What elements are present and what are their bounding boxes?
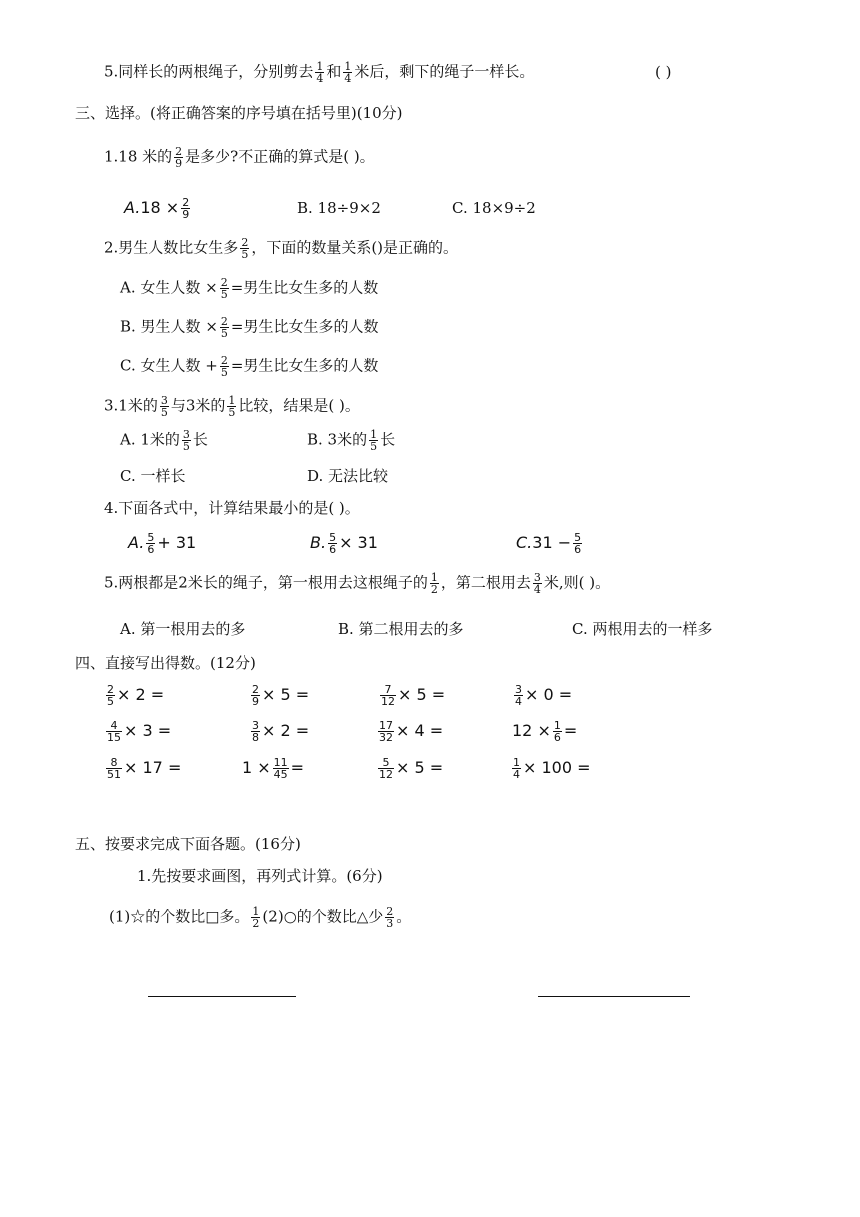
calc-item: $\frac{17}{32}$ × 4 = (379, 719, 444, 744)
fraction: $\frac{1}{6}$ (553, 719, 561, 744)
fraction: $\frac{1}{5}$ (370, 428, 378, 453)
calc-item: $\frac{3}{4}$ × 0 = (515, 683, 573, 708)
fraction: $\frac{2}{9}$ (175, 145, 183, 170)
calc-item: $\frac{7}{12}$ × 5 = (381, 683, 446, 708)
choice-q5-option-b: B. 第二根用去的多 (338, 620, 464, 638)
calc-item: $\frac{2}{5}$ × 2 = (107, 683, 165, 708)
choice-q4: 4.下面各式中，计算结果最小的是( )。 (104, 499, 360, 517)
fraction: $\frac{2}{5}$ (107, 683, 114, 708)
judge-q5-text-b: 和 (326, 62, 342, 81)
fraction: $\frac{5}{12}$ (379, 756, 393, 781)
fraction: $\frac{1}{4}$ (513, 756, 520, 781)
fraction: $\frac{3}{8}$ (252, 719, 259, 744)
section3-heading: 三、选择。(将正确答案的序号填在括号里)(10分) (75, 104, 403, 122)
choice-q3-option-b: B. 3米的 $\frac{1}{5}$ 长 (307, 428, 396, 453)
answer-line-right[interactable] (538, 996, 690, 997)
judge-q5 (104, 61, 534, 84)
choice-q3: 3.1米的 $\frac{3}{5}$ 与3米的 $\frac{1}{5}$ 比较，结果是( )。 (104, 394, 360, 419)
fraction: $\frac{3}{4}$ (515, 683, 522, 708)
fraction: $\frac{2}{5}$ (241, 236, 249, 261)
fraction: $\frac{5}{6}$ (329, 531, 337, 556)
calc-item: $\frac{1}{4}$ × 100 = (513, 756, 591, 781)
fraction: $\frac{5}{6}$ (574, 531, 582, 556)
choice-q2-option-a: A. 女生人数 × $\frac{2}{5}$ =男生比女生多的人数 (120, 276, 379, 301)
fraction: $\frac{2}{5}$ (220, 315, 228, 340)
calc-item: $\frac{4}{15}$ × 3 = (107, 719, 172, 744)
fraction: $\frac{1}{5}$ (228, 394, 236, 419)
fraction: $\frac{2}{5}$ (220, 354, 228, 379)
fraction: $\frac{7}{12}$ (381, 683, 395, 708)
fraction: $\frac{2}{9}$ (252, 683, 259, 708)
judge-q5-text-c: 米后，剩下的绳子一样长。 (354, 62, 535, 81)
choice-q5: 5.两根都是2米长的绳子，第一根用去这根绳子的 $\frac{1}{2}$ ，第二根用去 $\frac{3}{4}$ 米,则( )。 (104, 571, 611, 596)
fraction: $\frac{1}{2}$ (430, 571, 438, 596)
section4-heading: 四、直接写出得数。(12分) (75, 654, 256, 672)
fraction: $\frac{3}{5}$ (182, 428, 190, 453)
fraction: $\frac{4}{15}$ (107, 719, 121, 744)
choice-q4-option-a: A. $\frac{5}{6}$ + 31 (128, 531, 197, 556)
answer-paren[interactable]: ( ) (655, 63, 672, 81)
section5-q1: 1.先按要求画图，再列式计算。(6分) (137, 867, 383, 885)
choice-q1: 1.18 米的 $\frac{2}{9}$ 是多少?不正确的算式是( )。 (104, 145, 375, 170)
section5-heading: 五、按要求完成下面各题。(16分) (75, 835, 301, 853)
choice-q1-option-b: B. 18÷9×2 (297, 199, 381, 217)
fraction: $\frac{17}{32}$ (379, 719, 393, 744)
fraction: $\frac{11}{45}$ (273, 756, 288, 781)
fraction: $\frac{2}{5}$ (220, 276, 228, 301)
calc-item: 12 × $\frac{1}{6}$ = (512, 719, 578, 744)
fraction: $\frac{1}{2}$ (252, 905, 260, 930)
fraction: $\frac{3}{5}$ (160, 394, 168, 419)
fraction: $\frac{2}{9}$ (182, 196, 190, 221)
choice-q1-option-a: A.18 × $\frac{2}{9}$ (124, 196, 190, 221)
calc-item: $\frac{3}{8}$ × 2 = (252, 719, 310, 744)
judge-q5-text-a: 5.同样长的两根绳子，分别剪去 (104, 62, 314, 81)
fraction: $\frac{1}{4}$ (344, 60, 352, 85)
fraction: $\frac{2}{3}$ (386, 905, 394, 930)
choice-q2-option-c: C. 女生人数 + $\frac{2}{5}$ =男生比女生多的人数 (120, 354, 379, 379)
calc-item: $\frac{2}{9}$ × 5 = (252, 683, 310, 708)
section5-q1-subitems: (1)☆的个数比□多。 $\frac{1}{2}$ (2)○的个数比△少 $\frac{2}{3}$ 。 (109, 905, 412, 930)
choice-q5-option-a: A. 第一根用去的多 (120, 620, 246, 638)
fraction: $\frac{3}{4}$ (533, 571, 541, 596)
choice-q3-option-a: A. 1米的 $\frac{3}{5}$ 长 (120, 428, 208, 453)
choice-q3-option-c: C. 一样长 (120, 467, 186, 485)
fraction: $\frac{8}{51}$ (107, 756, 121, 781)
calc-item: $\frac{5}{12}$ × 5 = (379, 756, 444, 781)
choice-q2-option-b: B. 男生人数 × $\frac{2}{5}$ =男生比女生多的人数 (120, 315, 379, 340)
fraction: $\frac{1}{4}$ (316, 60, 324, 85)
fraction: $\frac{5}{6}$ (147, 531, 155, 556)
choice-q3-option-d: D. 无法比较 (307, 467, 389, 485)
calc-item: 1 × $\frac{11}{45}$ = (242, 756, 305, 781)
choice-q1-option-c: C. 18×9÷2 (452, 199, 536, 217)
calc-item: $\frac{8}{51}$ × 17 = (107, 756, 182, 781)
choice-q4-option-b: B. $\frac{5}{6}$ × 31 (310, 531, 378, 556)
choice-q4-option-c: C.31 − $\frac{5}{6}$ (516, 531, 582, 556)
choice-q5-option-c: C. 两根用去的一样多 (572, 620, 713, 638)
choice-q2: 2.男生人数比女生多 $\frac{2}{5}$ ，下面的数量关系()是正确的。 (104, 236, 459, 261)
answer-line-left[interactable] (148, 996, 296, 997)
